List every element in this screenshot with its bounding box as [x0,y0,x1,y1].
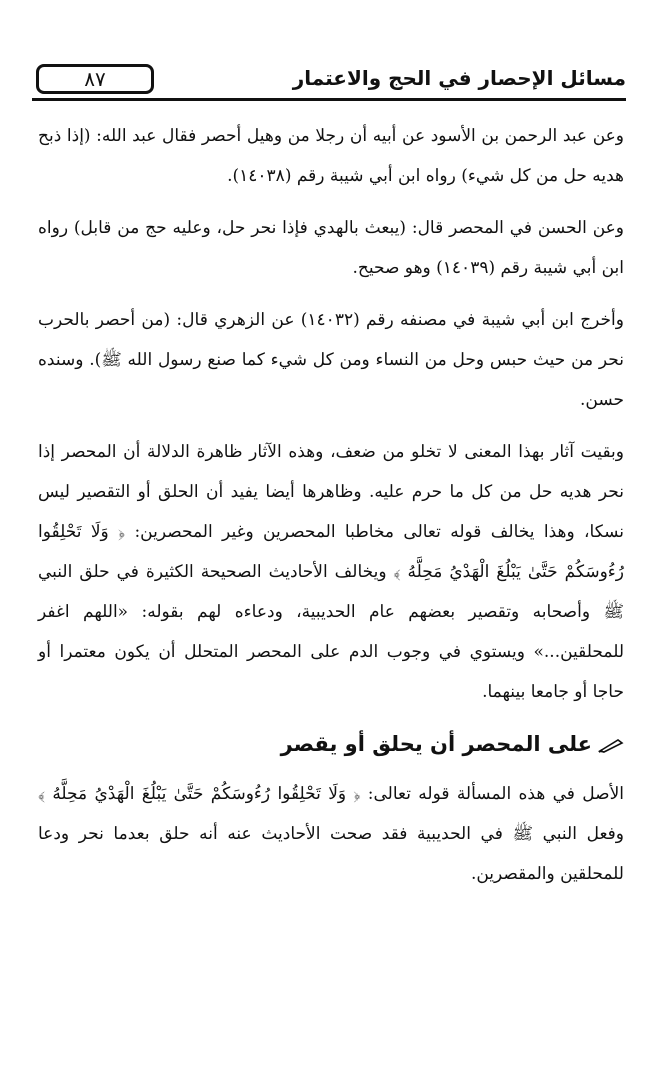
paragraph-ibn-al-aswad: وعن عبد الرحمن بن الأسود عن أبيه أن رجلا من وهيل أحصر فقال عبد الله: (إذا ذبح هديه حل من كل شيء) رواه ابن أبي شيبة رقم (١٤٠٣٨). [38,126,624,186]
pen-icon [598,737,624,753]
paragraph-discussion: وبقيت آثار بهذا المعنى لا تخلو من ضعف، وهذه الآثار ظاهرة الدلالة أن المحصر إذا نحر هديه حل من كل ما حرم عليه. وظاهرها أيضا يفيد أن الحلق أو التقصير ليس نسكا، وهذا يخالف قوله تعالى مخاطبا المحصرين وغير المحصرين: ﴿ وَلَا تَحْلِقُوا رُءُوسَكُمْ حَتَّىٰ يَبْلُغَ الْهَدْيُ مَحِلَّهُ ﴾ ويخالف الأحاديث الصحيحة الكثيرة في حلق النبي ﷺ وأصحابه وتقصير بعضهم عام الحديبية، ودعاءه لهم بقوله: «اللهم اغفر للمحلقين...» ويستوي في وجوب الدم على المحصر المتحلل أن يكون معتمرا أو حاجا أو جامعا بينهما. [38,442,624,702]
paragraph-section-body: الأصل في هذه المسألة قوله تعالى: ﴿ وَلَا تَحْلِقُوا رُءُوسَكُمْ حَتَّىٰ يَبْلُغَ الْهَدْيُ مَحِلَّهُ ﴾ وفعل النبي ﷺ في الحديبية فقد صحت الأحاديث عنه أنه حلق بعدما نحر ودعا للمحلقين والمقصرين. [38,784,624,884]
page-number: ٨٧ [36,64,154,94]
paragraph-al-zuhri: وأخرج ابن أبي شيبة في مصنفه رقم (١٤٠٣٢) عن الزهري قال: (من أحصر بالحرب نحر من حيث حبس وحل من النساء ومن كل شيء كما صنع رسول الله ﷺ). وسنده حسن. [38,310,624,410]
section-heading-text: على المحصر أن يحلق أو يقصر [280,732,592,756]
running-title: مسائل الإحصار في الحج والاعتمار [292,66,626,90]
section-heading [38,724,624,764]
header-divider [32,98,626,101]
paragraph-al-hasan: وعن الحسن في المحصر قال: (يبعث بالهدي فإذا نحر حل، وعليه حج من قابل) رواه ابن أبي شيبة رقم (١٤٠٣٩) وهو صحيح. [38,218,624,278]
page-body [38,116,624,906]
page-header [32,62,626,102]
